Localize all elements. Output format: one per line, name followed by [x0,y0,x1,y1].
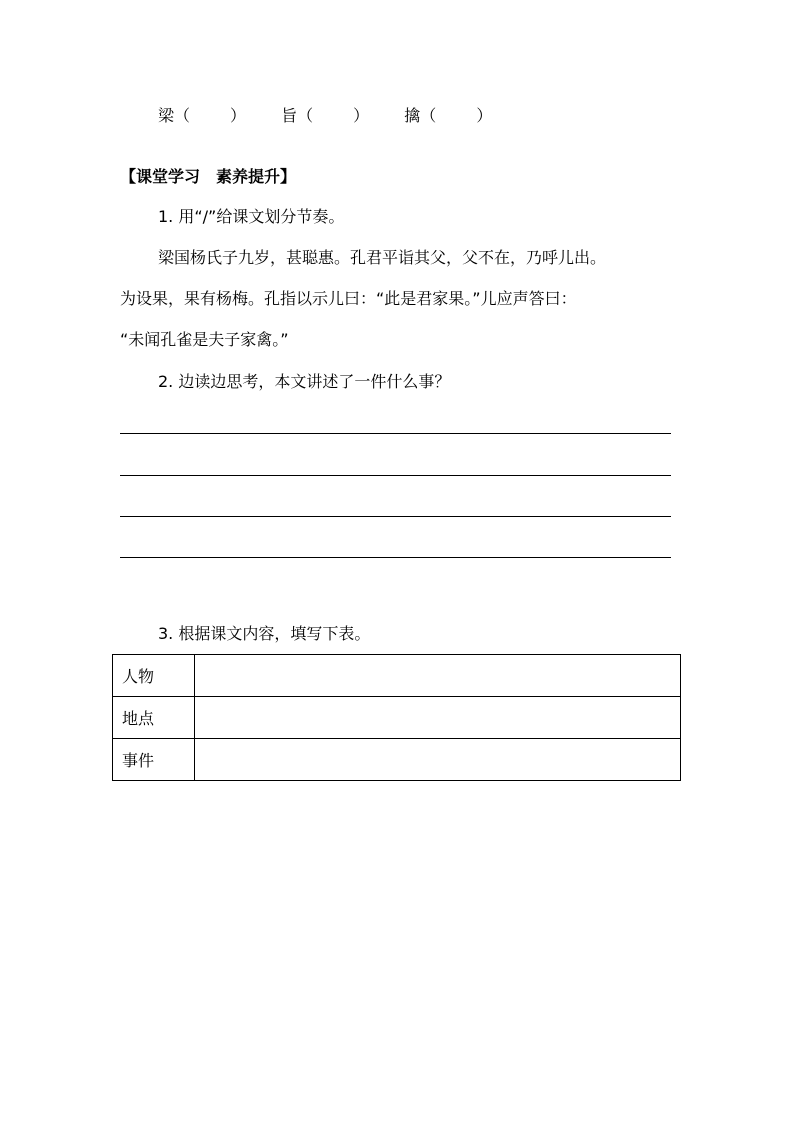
heading-part-2: 素养提升】 [216,167,297,186]
question-2: 2. 边读边思考，本文讲述了一件什么事？ [158,372,451,391]
close-paren: ） [353,106,370,125]
target-char: 擒 [404,106,421,125]
close-paren: ） [230,106,247,125]
table-row [113,739,681,781]
passage-line-1[interactable]: 梁国杨氏子九岁，甚聪惠。孔君平诣其父，父不在，乃呼儿出。 [158,248,607,267]
info-table [112,654,681,781]
passage-line-3[interactable]: “未闻孔雀是夫子家禽。” [120,330,289,349]
pinyin-item-1 [158,106,246,126]
table-row [113,697,681,739]
pinyin-item-2 [281,106,369,126]
heading-part-1: 【课堂学习 [120,167,201,186]
table-row [113,655,681,697]
table-cell-event[interactable] [195,739,681,781]
table-cell-place[interactable] [195,697,681,739]
open-paren: （ [297,106,314,125]
open-paren: （ [174,106,191,125]
answer-line-2[interactable] [120,475,671,476]
target-char: 梁 [158,106,175,125]
answer-line-3[interactable] [120,516,671,517]
answer-line-1[interactable] [120,433,671,434]
table-cell-person[interactable] [195,655,681,697]
answer-line-4[interactable] [120,557,671,558]
table-label-person: 人物 [113,655,195,697]
section-heading [120,164,296,187]
close-paren: ） [476,106,493,125]
target-char: 旨 [281,106,298,125]
passage-line-2[interactable]: 为设果，果有杨梅。孔指以示儿曰：“此是君家果。”儿应声答曰： [120,289,577,308]
pinyin-fill-row [158,106,492,126]
table-label-event: 事件 [113,739,195,781]
question-3: 3. 根据课文内容，填写下表。 [158,624,371,643]
table-label-place: 地点 [113,697,195,739]
open-paren: （ [420,106,437,125]
pinyin-item-3 [404,106,492,126]
question-1: 1. 用“/”给课文划分节奏。 [158,207,345,226]
